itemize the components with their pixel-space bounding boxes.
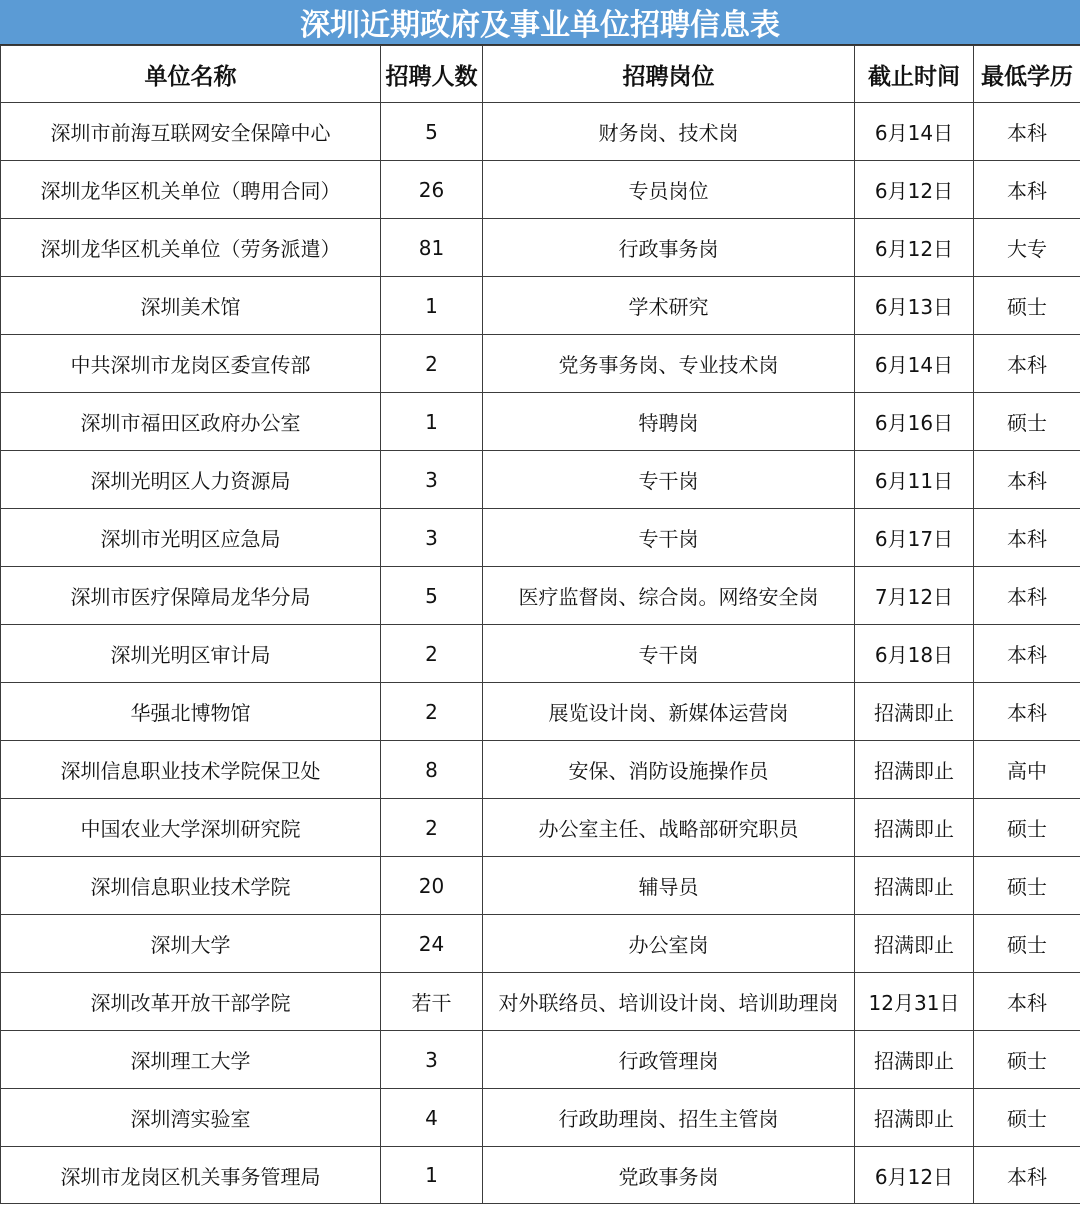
cell-deadline: 12月31日 <box>855 973 974 1031</box>
cell-position: 办公室岗 <box>483 915 855 973</box>
cell-unit-name: 华强北博物馆 <box>1 683 381 741</box>
cell-unit-name: 深圳市前海互联网安全保障中心 <box>1 103 381 161</box>
recruitment-table <box>0 45 1080 1204</box>
cell-position: 行政事务岗 <box>483 219 855 277</box>
cell-education: 硕士 <box>974 393 1080 451</box>
cell-headcount: 4 <box>381 1089 483 1147</box>
cell-position: 行政助理岗、招生主管岗 <box>483 1089 855 1147</box>
cell-position: 党政事务岗 <box>483 1147 855 1204</box>
table-row <box>1 277 1080 335</box>
header-unit-name: 单位名称 <box>1 46 381 103</box>
cell-unit-name: 深圳大学 <box>1 915 381 973</box>
cell-unit-name: 深圳市医疗保障局龙华分局 <box>1 567 381 625</box>
sheet-title: 深圳近期政府及事业单位招聘信息表 <box>0 0 1080 45</box>
header-education: 最低学历 <box>974 46 1080 103</box>
cell-position: 展览设计岗、新媒体运营岗 <box>483 683 855 741</box>
cell-unit-name: 中国农业大学深圳研究院 <box>1 799 381 857</box>
cell-education: 硕士 <box>974 277 1080 335</box>
cell-position: 专干岗 <box>483 451 855 509</box>
cell-deadline: 6月18日 <box>855 625 974 683</box>
table-row <box>1 393 1080 451</box>
cell-headcount: 2 <box>381 799 483 857</box>
cell-deadline: 6月17日 <box>855 509 974 567</box>
cell-deadline: 6月11日 <box>855 451 974 509</box>
cell-headcount: 2 <box>381 625 483 683</box>
cell-education: 本科 <box>974 509 1080 567</box>
cell-position: 专干岗 <box>483 509 855 567</box>
cell-deadline: 6月12日 <box>855 161 974 219</box>
cell-education: 本科 <box>974 103 1080 161</box>
cell-position: 党务事务岗、专业技术岗 <box>483 335 855 393</box>
cell-deadline: 招满即止 <box>855 857 974 915</box>
table-row <box>1 741 1080 799</box>
cell-headcount: 81 <box>381 219 483 277</box>
cell-deadline: 6月14日 <box>855 103 974 161</box>
cell-position: 学术研究 <box>483 277 855 335</box>
cell-position: 对外联络员、培训设计岗、培训助理岗 <box>483 973 855 1031</box>
cell-headcount: 1 <box>381 393 483 451</box>
cell-unit-name: 深圳理工大学 <box>1 1031 381 1089</box>
cell-deadline: 6月14日 <box>855 335 974 393</box>
cell-education: 本科 <box>974 973 1080 1031</box>
cell-education: 本科 <box>974 625 1080 683</box>
cell-unit-name: 深圳信息职业技术学院保卫处 <box>1 741 381 799</box>
table-row <box>1 683 1080 741</box>
table-row <box>1 567 1080 625</box>
cell-unit-name: 深圳光明区审计局 <box>1 625 381 683</box>
cell-headcount: 若干 <box>381 973 483 1031</box>
header-deadline: 截止时间 <box>855 46 974 103</box>
cell-unit-name: 深圳美术馆 <box>1 277 381 335</box>
table-row <box>1 857 1080 915</box>
cell-education: 本科 <box>974 335 1080 393</box>
cell-headcount: 26 <box>381 161 483 219</box>
cell-position: 财务岗、技术岗 <box>483 103 855 161</box>
cell-unit-name: 深圳光明区人力资源局 <box>1 451 381 509</box>
cell-position: 专员岗位 <box>483 161 855 219</box>
cell-education: 本科 <box>974 1147 1080 1204</box>
table-row <box>1 451 1080 509</box>
cell-position: 专干岗 <box>483 625 855 683</box>
cell-unit-name: 深圳市光明区应急局 <box>1 509 381 567</box>
cell-education: 硕士 <box>974 915 1080 973</box>
table-row <box>1 1147 1080 1204</box>
table-body <box>1 103 1080 1204</box>
header-row <box>1 46 1080 103</box>
cell-headcount: 8 <box>381 741 483 799</box>
cell-unit-name: 深圳信息职业技术学院 <box>1 857 381 915</box>
cell-position: 安保、消防设施操作员 <box>483 741 855 799</box>
table-row <box>1 509 1080 567</box>
cell-education: 本科 <box>974 567 1080 625</box>
header-headcount: 招聘人数 <box>381 46 483 103</box>
cell-deadline: 招满即止 <box>855 915 974 973</box>
table-row <box>1 335 1080 393</box>
cell-headcount: 24 <box>381 915 483 973</box>
table-row <box>1 161 1080 219</box>
table-row <box>1 799 1080 857</box>
cell-deadline: 6月12日 <box>855 1147 974 1204</box>
cell-position: 行政管理岗 <box>483 1031 855 1089</box>
table-row <box>1 219 1080 277</box>
cell-unit-name: 深圳龙华区机关单位（聘用合同） <box>1 161 381 219</box>
cell-deadline: 7月12日 <box>855 567 974 625</box>
cell-education: 高中 <box>974 741 1080 799</box>
cell-education: 本科 <box>974 683 1080 741</box>
cell-deadline: 6月12日 <box>855 219 974 277</box>
cell-deadline: 招满即止 <box>855 683 974 741</box>
cell-unit-name: 深圳湾实验室 <box>1 1089 381 1147</box>
cell-deadline: 招满即止 <box>855 1031 974 1089</box>
cell-education: 本科 <box>974 161 1080 219</box>
cell-position: 医疗监督岗、综合岗。网络安全岗 <box>483 567 855 625</box>
cell-education: 硕士 <box>974 799 1080 857</box>
cell-education: 大专 <box>974 219 1080 277</box>
cell-unit-name: 深圳市福田区政府办公室 <box>1 393 381 451</box>
cell-headcount: 3 <box>381 451 483 509</box>
cell-headcount: 3 <box>381 509 483 567</box>
cell-headcount: 5 <box>381 103 483 161</box>
table-row <box>1 1031 1080 1089</box>
cell-deadline: 6月16日 <box>855 393 974 451</box>
cell-headcount: 3 <box>381 1031 483 1089</box>
cell-headcount: 2 <box>381 335 483 393</box>
cell-headcount: 5 <box>381 567 483 625</box>
cell-headcount: 20 <box>381 857 483 915</box>
cell-education: 硕士 <box>974 1031 1080 1089</box>
cell-position: 办公室主任、战略部研究职员 <box>483 799 855 857</box>
cell-headcount: 1 <box>381 1147 483 1204</box>
cell-deadline: 招满即止 <box>855 1089 974 1147</box>
cell-education: 本科 <box>974 451 1080 509</box>
header-position: 招聘岗位 <box>483 46 855 103</box>
cell-headcount: 2 <box>381 683 483 741</box>
cell-unit-name: 深圳龙华区机关单位（劳务派遣） <box>1 219 381 277</box>
cell-education: 硕士 <box>974 857 1080 915</box>
cell-deadline: 6月13日 <box>855 277 974 335</box>
table-row <box>1 1089 1080 1147</box>
cell-unit-name: 深圳改革开放干部学院 <box>1 973 381 1031</box>
cell-deadline: 招满即止 <box>855 741 974 799</box>
table-row <box>1 625 1080 683</box>
cell-headcount: 1 <box>381 277 483 335</box>
cell-deadline: 招满即止 <box>855 799 974 857</box>
table-row <box>1 973 1080 1031</box>
cell-position: 特聘岗 <box>483 393 855 451</box>
table-row <box>1 915 1080 973</box>
table-row <box>1 103 1080 161</box>
cell-unit-name: 深圳市龙岗区机关事务管理局 <box>1 1147 381 1204</box>
cell-position: 辅导员 <box>483 857 855 915</box>
cell-unit-name: 中共深圳市龙岗区委宣传部 <box>1 335 381 393</box>
cell-education: 硕士 <box>974 1089 1080 1147</box>
